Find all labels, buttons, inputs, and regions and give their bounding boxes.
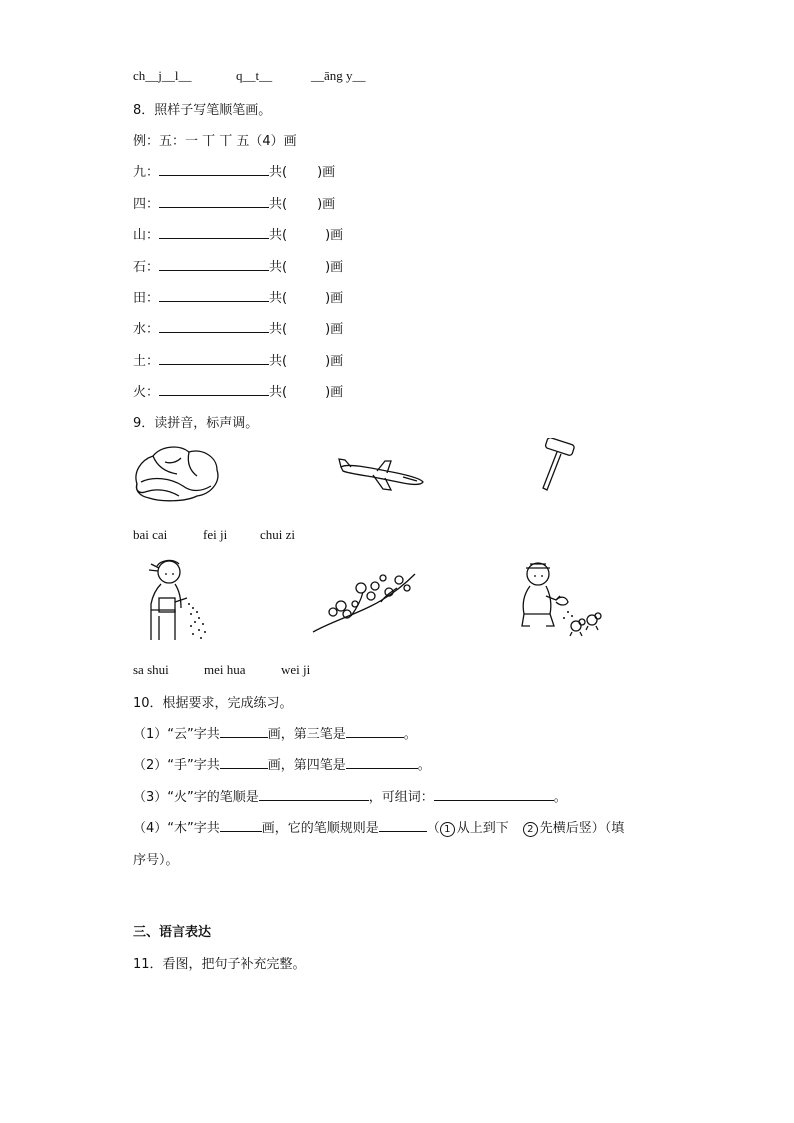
option-number-2: 2 [523,822,538,837]
stroke-char-label: 火： [133,385,160,400]
stroke-order-row [133,193,335,212]
girl-watering-picture [133,554,215,646]
q10-item-1-text-b: 画，第三笔是 [267,727,346,742]
pinyin-label-watering: sa shui [133,662,169,677]
stroke-order-blank[interactable] [159,320,269,333]
stroke-order-blank[interactable] [159,163,269,176]
airplane-picture [337,455,427,495]
pinyin-label-hammer: chui zi [260,527,296,542]
stroke-count-prefix: 共( [269,165,288,180]
pinyin-label-cabbage: bai cai [133,527,168,542]
stroke-count-suffix: )画 [325,385,344,400]
stroke-char-label: 石： [133,260,160,275]
q11-title: 11．看图，把句子补充完整。 [133,957,306,972]
q10-title: 10．根据要求，完成练习。 [133,696,293,711]
stroke-count-suffix: )画 [317,197,336,212]
answer-blank[interactable] [379,819,427,832]
stroke-order-blank[interactable] [159,258,269,271]
stroke-count-prefix: 共( [269,197,288,212]
stroke-count-prefix: 共( [269,228,288,243]
pinyin-blank-2: q__t__ [236,68,273,83]
stroke-char-label: 土： [133,354,160,369]
q10-item-3-text-b: ，可组词： [368,790,434,805]
stroke-count-suffix: )画 [317,165,336,180]
q8-example: 例：五：一 丅 丅 五（4）画 [133,134,297,149]
stroke-char-label: 四： [133,197,160,212]
pinyin-blank-1: ch__j__l__ [133,68,192,83]
answer-blank[interactable] [220,756,268,769]
q10-item-2-text-c: 。 [417,758,431,773]
stroke-count-prefix: 共( [269,322,288,337]
stroke-order-blank[interactable] [159,383,269,396]
boy-feeding-chicks-picture [516,556,606,642]
q10-item-3 [133,786,567,805]
stroke-count-suffix: )画 [325,354,344,369]
stroke-order-row [133,161,335,180]
pinyin-label-plum: mei hua [204,662,246,677]
stroke-count-suffix: )画 [325,322,344,337]
stroke-count-prefix: 共( [269,385,288,400]
stroke-order-blank[interactable] [159,195,269,208]
hammer-picture [536,438,586,494]
stroke-order-blank[interactable] [159,289,269,302]
q10-item-2-text-a: （2）“手”字共 [133,758,220,773]
stroke-char-label: 水： [133,322,160,337]
stroke-order-row [133,381,343,400]
stroke-count-suffix: )画 [325,291,344,306]
q8-title: 8．照样子写笔顺笔画。 [133,103,272,118]
stroke-count-suffix: )画 [325,260,344,275]
q10-item-3-text-c: 。 [553,790,567,805]
q10-item-4-text-b: 画，它的笔顺规则是 [261,821,379,836]
q10-item-4-text-c: （ [426,821,440,836]
answer-blank[interactable] [434,788,554,801]
q10-item-3-text-a: （3）“火”字的笔顺是 [133,790,259,805]
stroke-char-label: 田： [133,291,160,306]
stroke-order-blank[interactable] [159,226,269,239]
answer-blank[interactable] [346,756,418,769]
stroke-count-prefix: 共( [269,260,288,275]
stroke-order-row [133,287,343,306]
answer-blank[interactable] [259,788,369,801]
q10-item-2-text-b: 画，第四笔是 [267,758,346,773]
stroke-order-row [133,350,343,369]
answer-blank[interactable] [346,725,404,738]
answer-blank[interactable] [220,819,262,832]
stroke-count-suffix: )画 [325,228,344,243]
q10-item-1 [133,723,417,742]
q10-item-4 [133,817,624,837]
pinyin-label-airplane: fei ji [203,527,228,542]
pinyin-row [133,68,366,84]
option-2-text: 先横后竖）（填 [539,821,625,836]
q10-item-4-cont: 序号）。 [133,853,179,868]
option-number-1: 1 [440,822,455,837]
q10-item-4-text-a: （4）“木”字共 [133,821,220,836]
q10-item-2 [133,754,431,773]
stroke-order-blank[interactable] [159,352,269,365]
stroke-count-prefix: 共( [269,354,288,369]
q9-title: 9．读拼音，标声调。 [133,416,259,431]
section-3-heading: 三、语言表达 [133,925,212,940]
stroke-char-label: 山： [133,228,160,243]
option-1-text: 从上到下 [456,821,509,836]
plum-blossom-picture [311,566,419,636]
stroke-char-label: 九： [133,165,160,180]
stroke-order-row [133,318,343,337]
cabbage-picture [131,442,223,504]
q10-item-1-text-a: （1）“云”字共 [133,727,220,742]
stroke-order-row [133,224,343,243]
stroke-count-prefix: 共( [269,291,288,306]
answer-blank[interactable] [220,725,268,738]
stroke-order-row [133,256,343,275]
q10-item-1-text-c: 。 [403,727,417,742]
pinyin-blank-3: __āng y__ [311,68,366,83]
pinyin-label-feeding: wei ji [281,662,311,677]
